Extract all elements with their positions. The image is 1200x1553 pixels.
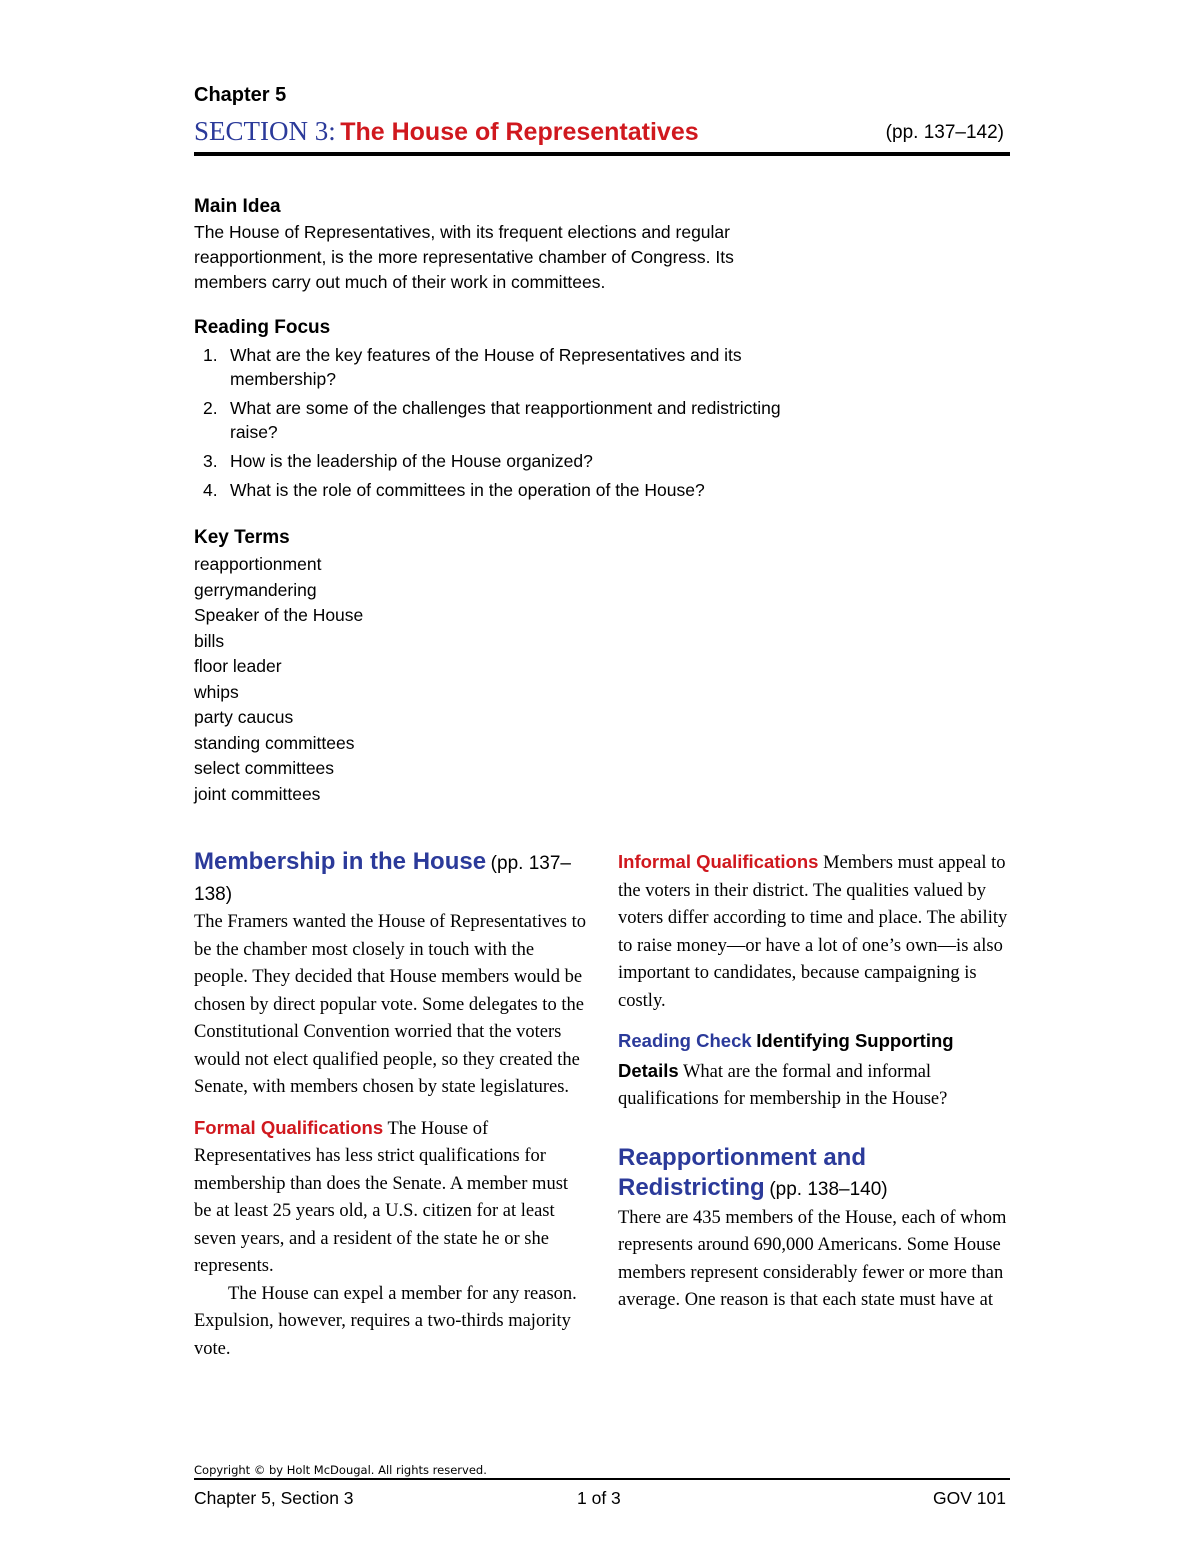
reapportionment-text: There are 435 members of the House, each of whom represents around 690,000 Americans. Some House members represent considerably fewer or more than average. One reason is that each state must have at — [618, 1207, 1007, 1310]
section-title — [194, 116, 1010, 152]
footer-section: Chapter 5, Section 3 — [194, 1488, 354, 1508]
footer-divider — [194, 1478, 1010, 1480]
reading-focus-list — [194, 343, 874, 507]
membership-paragraph — [194, 848, 586, 1102]
key-term: standing committees — [194, 732, 355, 753]
reading-check-paragraph — [618, 1027, 1010, 1114]
main-idea-line: members carry out much of their work in committees. — [194, 272, 606, 292]
key-term: reapportionment — [194, 554, 322, 574]
membership-text: The Framers wanted the House of Representatives to be the chamber most closely in touch with the people. They decided that House members would be chosen by direct popular vote. Some delegates to the Constitutional Convention worried that the voters would not elect qualified people, so they created the Senate, with members chosen by state legislatures. — [194, 912, 586, 1097]
list-item — [194, 449, 874, 473]
footer-page-number: 1 of 3 — [577, 1488, 621, 1508]
key-term: bills — [194, 630, 225, 651]
list-item-text: What are the key features of the House of Representatives and its — [230, 345, 742, 365]
reapportionment-heading: Reapportionment and Redistricting — [618, 1143, 867, 1201]
section-pages: (pp. 137–142) — [885, 122, 1004, 143]
section-number: SECTION 3: — [194, 116, 336, 146]
list-item — [194, 478, 874, 502]
key-term: select committees — [194, 758, 335, 778]
list-item-text: membership? — [230, 369, 337, 389]
key-term: party caucus — [194, 707, 294, 727]
copyright-notice: Copyright © by Holt McDougal. All rights reserved. — [194, 1463, 487, 1477]
key-term: Speaker of the House — [194, 605, 364, 625]
main-idea-line: The House of Representatives, with its frequent elections and regular — [194, 222, 730, 242]
reading-focus-heading: Reading Focus — [194, 317, 331, 338]
list-item — [194, 396, 874, 444]
list-item-text: raise? — [230, 422, 278, 442]
informal-qualifications-paragraph — [618, 848, 1010, 1015]
left-column — [194, 848, 586, 1363]
membership-pages: (pp. 137–138) — [194, 853, 571, 905]
key-term: floor leader — [194, 656, 282, 676]
key-term: joint committees — [194, 783, 321, 804]
section-name: The House of Representatives — [340, 118, 699, 146]
key-term: gerrymandering — [194, 579, 317, 600]
list-number: 1. — [203, 345, 218, 365]
key-terms-heading: Key Terms — [194, 527, 290, 548]
list-item-text: What are some of the challenges that reapportionment and redistricting — [230, 398, 781, 418]
formal-qualifications-heading: Formal Qualifications — [194, 1116, 384, 1138]
reapportionment-pages: (pp. 138–140) — [769, 1179, 888, 1200]
key-terms-list — [194, 552, 363, 807]
reading-check-skill: Identifying Supporting Details — [618, 1030, 954, 1081]
formal-qualifications-text: The House of Representatives has less strict qualifications for membership than does the Senate. A member must be at least 25 years old, a U.S. citizen for at least seven years, and a resident of the state he or she represents. — [194, 1118, 569, 1276]
expulsion-paragraph: The House can expel a member for any reason. Expulsion, however, requires a two-thirds majority vote. — [194, 1283, 577, 1359]
key-term: whips — [194, 681, 239, 702]
chapter-label: Chapter 5 — [194, 84, 287, 106]
reading-check-question: What are the formal and informal qualifications for membership in the House? — [618, 1061, 948, 1109]
right-column — [618, 848, 1010, 1315]
informal-qualifications-heading: Informal Qualifications — [618, 851, 819, 872]
reapportionment-paragraph — [618, 1144, 1010, 1315]
formal-qualifications-paragraph — [194, 1114, 586, 1281]
reading-check-label: Reading Check — [618, 1030, 752, 1051]
list-number: 4. — [203, 480, 218, 500]
footer-course: GOV 101 — [933, 1488, 1006, 1508]
informal-qualifications-text: Members must appeal to the voters in their district. The qualities valued by voters differ according to time and place. The ability to raise money—or have a lot of one’s own—is also important to candidates, because campaigning is costly. — [618, 853, 1008, 1011]
main-idea-line: reapportionment, is the more representative chamber of Congress. Its — [194, 247, 734, 267]
list-number: 2. — [203, 398, 218, 418]
main-idea-heading: Main Idea — [194, 196, 281, 217]
main-idea-text — [194, 220, 834, 295]
list-item — [194, 343, 874, 391]
title-divider — [194, 152, 1010, 156]
list-number: 3. — [203, 451, 218, 471]
list-item-text: How is the leadership of the House organized? — [230, 451, 593, 471]
membership-heading: Membership in the House — [194, 848, 487, 875]
list-item-text: What is the role of committees in the operation of the House? — [230, 480, 705, 500]
